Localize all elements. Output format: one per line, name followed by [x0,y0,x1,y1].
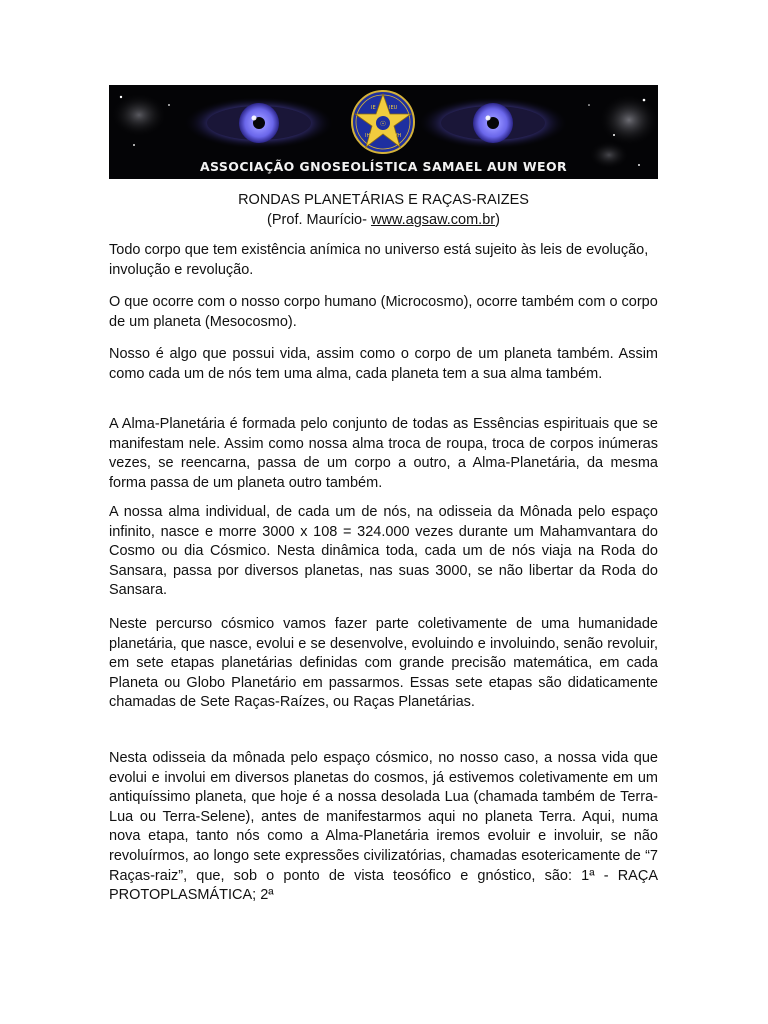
title-block [109,190,658,230]
paragraph-4: A Alma-Planetária é formada pelo conjunto de todas as Essências espirituais que se manifestam nele. Assim como nossa alma troca de roupa, troca de corpos inúmeras vezes, se reencarna, passa de um corpo a outro, a Alma-Planetária, da mesma forma passa de um planeta outro também. [109,416,658,491]
paragraph-1: Todo corpo que tem existência anímica no universo está sujeito às leis de evolução, involução e revolução. [109,242,649,278]
emblem-letter-4: VH [394,133,402,139]
paragraph-6-container [109,615,658,713]
emblem-letter-3: IH [365,133,371,139]
paragraph-4-container [109,415,658,493]
paragraph-3-container [109,345,658,384]
paragraph-1-container [109,241,658,280]
subtitle-suffix: ) [495,212,500,228]
subtitle-prefix: (Prof. Maurício- [267,212,371,228]
page-title: RONDAS PLANETÁRIAS E RAÇAS-RAIZES [238,192,529,208]
website-link[interactable]: www.agsaw.com.br [370,212,496,228]
paragraph-7: Nesta odisseia da mônada pelo espaço cósmico, no nosso caso, a nossa vida que evolui e involui em diversos planetas do cosmos, já estivemos coletivamente em um antiquíssimo planeta, que hoje é a nossa desolada Lua (chamada também de Terra-Lua ou Terra-Selene), antes de manifestarmos aqui no planeta Terra. Aqui, numa nova etapa, tanto nós como a Alma-Planetária iremos evoluir e involuir, se não revoluírmos, ao longo sete expressões civilizatórias, chamadas esotericamente de “7 Raças-raiz”, que, sob o ponto de vista teosófico e gnóstico, são: 1ª - RAÇA PROTOPLASMÁTICA; 2ª [109,750,658,904]
emblem-letter-1: IE [371,105,376,111]
emblem-letter-2: IEU [389,105,398,111]
paragraph-5-container [109,503,658,601]
banner-label: ASSOCIAÇÃO GNOSEOLÍSTICA SAMAEL AUN WEOR [199,159,568,174]
pentagram-emblem [352,91,414,153]
paragraph-2-container [109,293,658,332]
header-banner [109,85,658,179]
paragraph-6: Neste percurso cósmico vamos fazer parte coletivamente de uma humanidade planetária, que nasce, evolui e se desenvolve, evoluindo e involuindo, senão revoluir, em sete etapas planetárias definidas com grande precisão matemática, em cada Planeta ou Globo Planetário em passarmos. Essas sete etapas são didaticamente chamadas de Sete Raças-Raízes, ou Raças Planetárias. [109,616,658,711]
paragraph-7-container [109,749,658,906]
paragraph-2: O que ocorre com o nosso corpo humano (Microcosmo), ocorre também com o corpo de um planeta (Mesocosmo). [109,294,658,330]
svg-text:☉: ☉ [379,120,387,128]
paragraph-3: Nosso é algo que possui vida, assim como o corpo de um planeta também. Assim como cada um de nós tem uma alma, cada planeta tem a sua alma também. [109,346,658,382]
paragraph-5: A nossa alma individual, de cada um de nós, na odisseia da Mônada pelo espaço infinito, nasce e morre 3000 x 108 = 324.000 vezes durante um Mahamvantara do Cosmo ou dia Cósmico. Nesta dinâmica toda, cada um de nós viaja na Roda do Sansara, passa por diversos planetas, nas suas 3000, se não libertar da Roda do Sansara. [109,504,658,599]
page-subtitle [109,210,658,230]
